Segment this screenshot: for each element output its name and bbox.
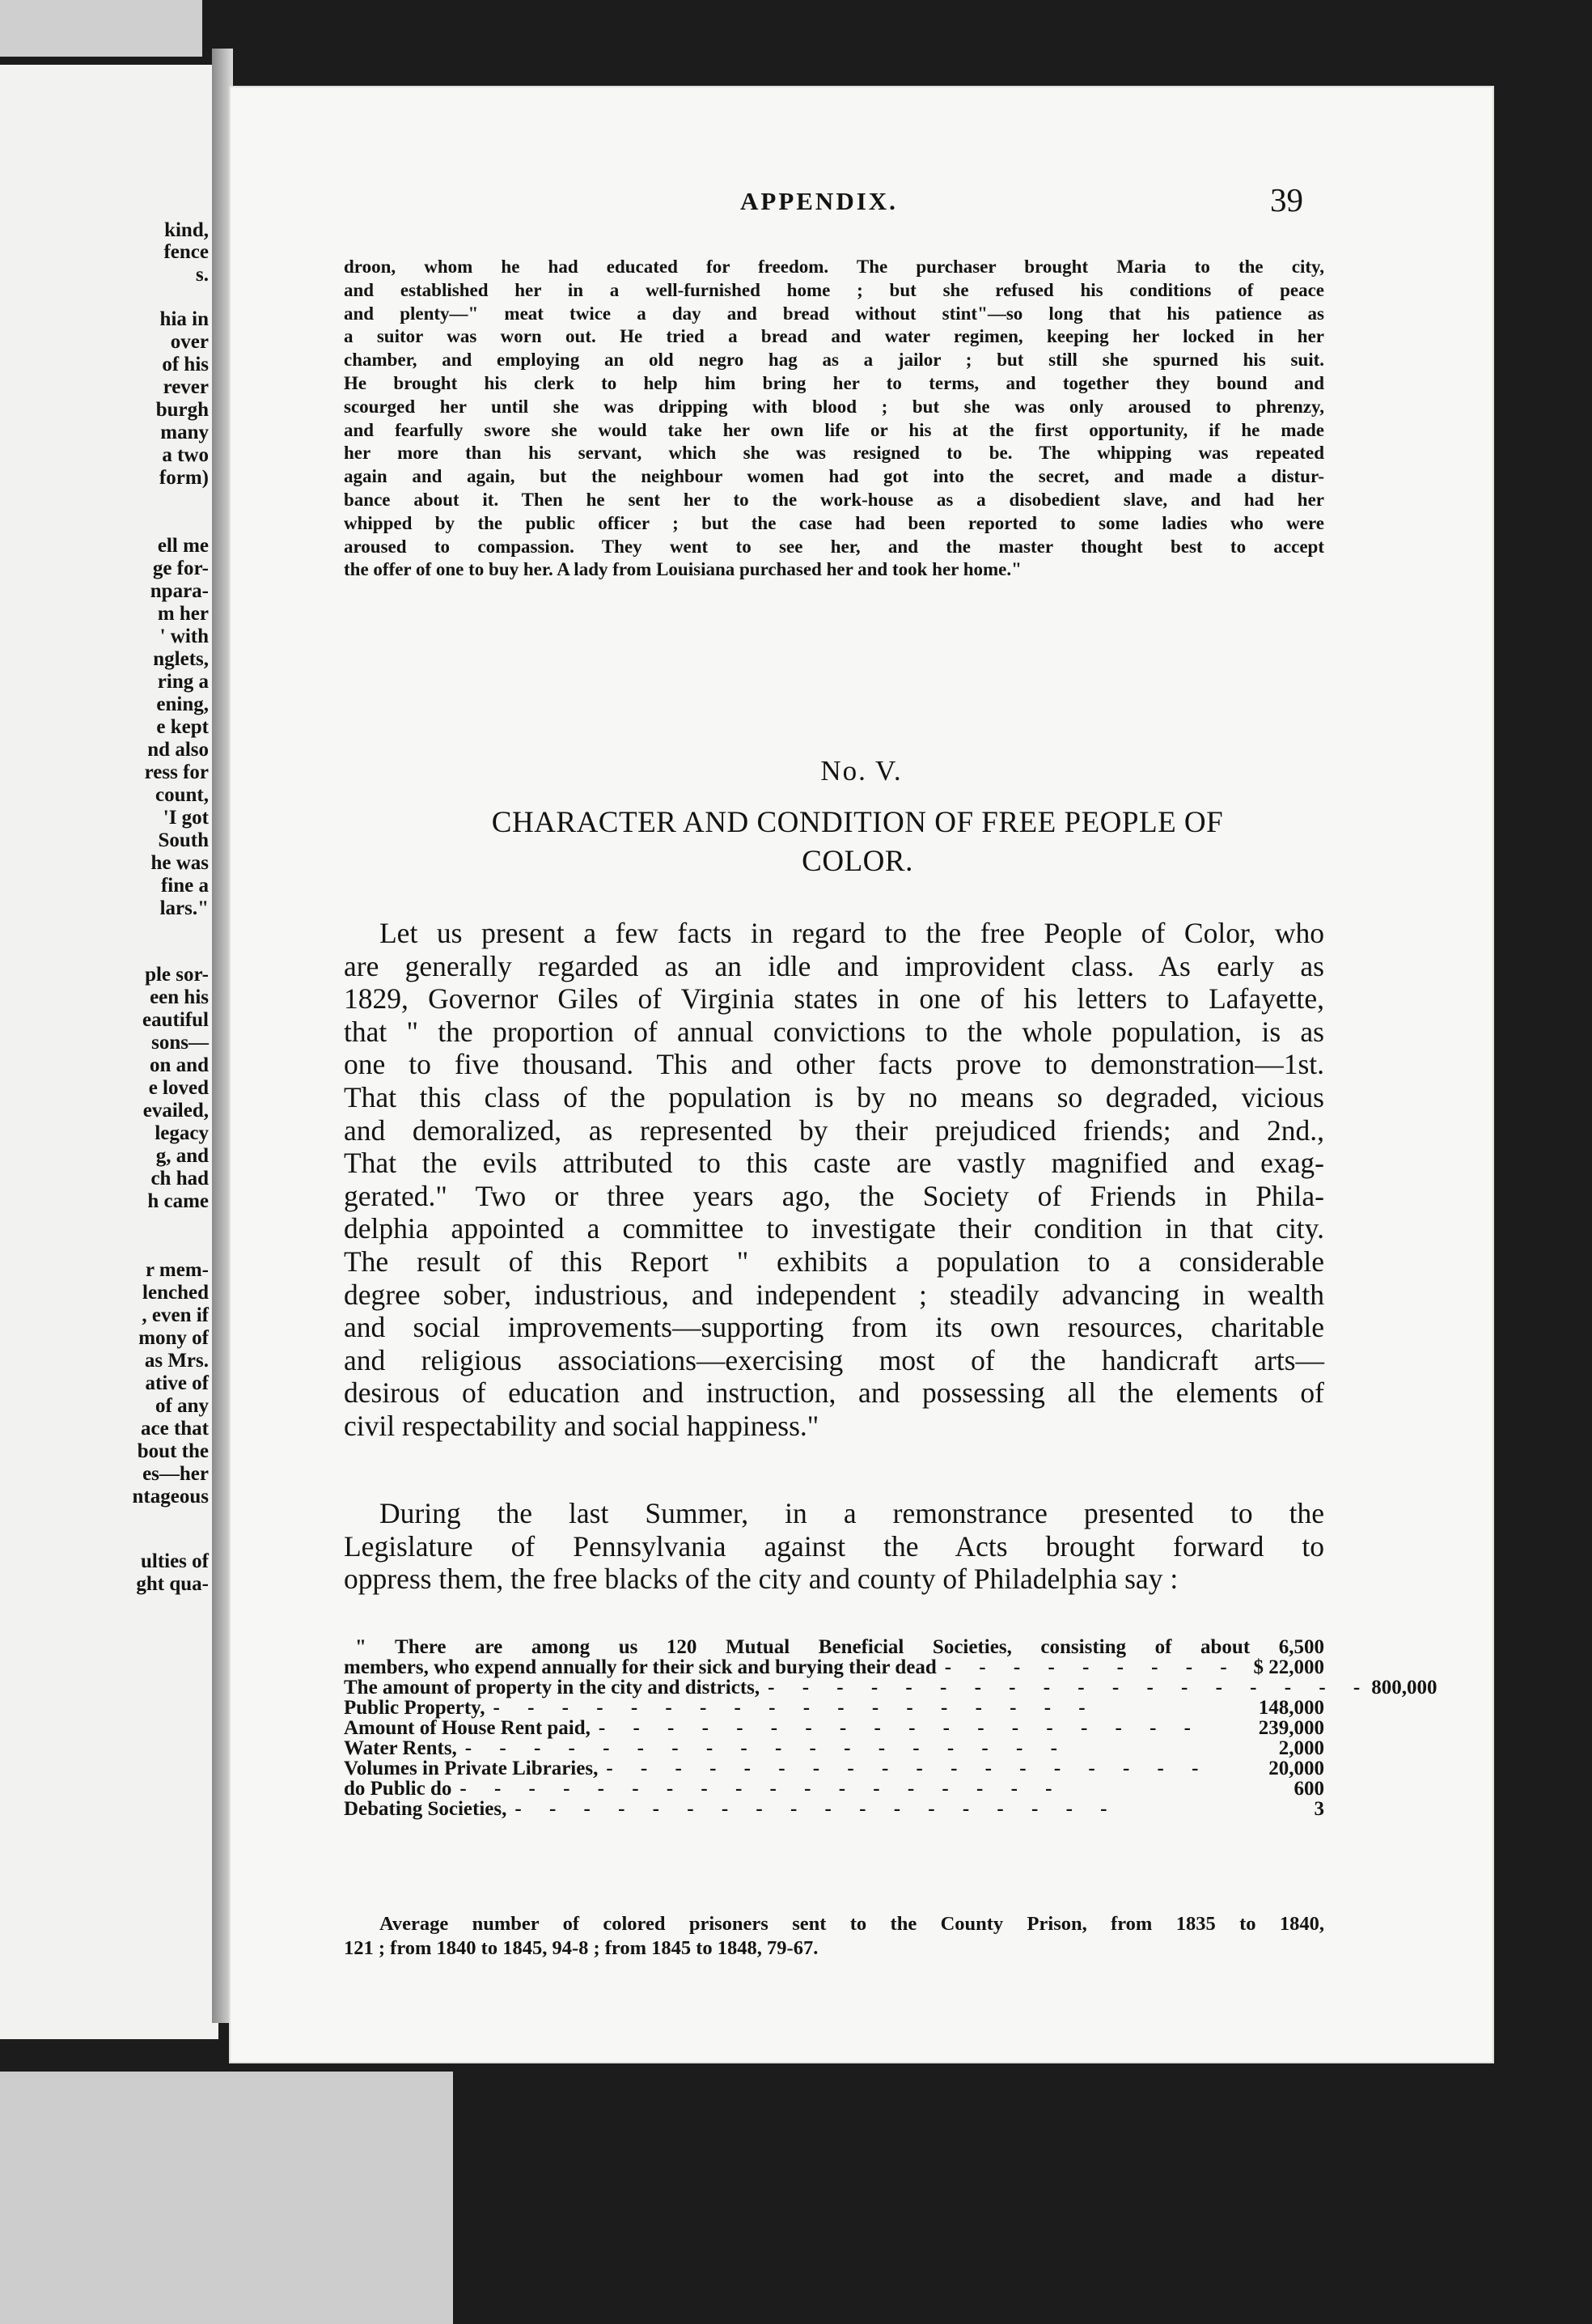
previous-page-line: 'I got bbox=[163, 807, 209, 829]
extract-line: whipped by the public officer ; but the case had been reported to some ladies who were bbox=[344, 512, 1324, 533]
previous-page-line: count, bbox=[155, 784, 209, 806]
extract-line: and plenty—" meat twice a day and bread without stint"—so long that his patience as bbox=[344, 303, 1324, 324]
leader-dots: - - - - - - - - - - - - - - - - - - bbox=[606, 1758, 1210, 1779]
previous-page-line: ening, bbox=[156, 693, 209, 715]
previous-page-line: e kept bbox=[156, 716, 209, 738]
previous-page-line: e loved bbox=[148, 1077, 209, 1099]
quoted-extract bbox=[344, 256, 1324, 582]
leader-dots: - - - - - - - - - - - - - - - - - - bbox=[768, 1677, 1372, 1698]
stat-label: Public Property, bbox=[344, 1697, 485, 1719]
page-39 bbox=[231, 87, 1492, 2062]
extract-line: and established her in a well-furnished home ; but she refused his conditions of peace bbox=[344, 279, 1324, 300]
leader-dots: - - - - - - - - - - - - - - - - - - bbox=[464, 1737, 1069, 1759]
previous-page-line: nd also bbox=[147, 739, 209, 761]
previous-page-line: evailed, bbox=[142, 1100, 209, 1122]
previous-page-line: fine a bbox=[160, 875, 209, 897]
paragraph-line: civil respectability and social happiness." bbox=[344, 1409, 819, 1442]
previous-page-line: ring a bbox=[157, 671, 209, 693]
paragraph-line: That this class of the population is by no means so degraded, vicious bbox=[344, 1080, 1324, 1113]
previous-page-fragment bbox=[0, 65, 218, 2039]
paragraph-line: one to five thousand. This and other facts prove to demonstration—1st. bbox=[344, 1048, 1324, 1081]
scanner-background-top bbox=[0, 0, 202, 57]
paragraph-free-people-facts bbox=[344, 917, 1324, 1443]
section-number: No. V. bbox=[820, 755, 903, 787]
extract-line: a suitor was worn out. He tried a bread and water regimen, keeping her locked in her bbox=[344, 326, 1324, 347]
paragraph-line: 1829, Governor Giles of Virginia states in one of his letters to Lafayette, bbox=[344, 982, 1324, 1016]
previous-page-line: h came bbox=[147, 1190, 209, 1212]
stat-row bbox=[344, 1799, 1324, 1819]
previous-page-line: South bbox=[158, 829, 209, 851]
previous-page-line: a two bbox=[162, 444, 209, 466]
stat-value: 239,000 bbox=[1258, 1717, 1324, 1739]
stat-label: Volumes in Private Libraries, bbox=[344, 1758, 599, 1779]
previous-page-line: bout the bbox=[137, 1440, 209, 1462]
previous-page-line: on and bbox=[150, 1054, 209, 1076]
paragraph-line: and social improvements—supporting from its own resources, charitable bbox=[344, 1311, 1324, 1344]
previous-page-line: hia in bbox=[159, 308, 209, 330]
previous-page-line: ' with bbox=[159, 626, 209, 647]
stat-row bbox=[344, 1738, 1324, 1758]
paragraph-line: During the last Summer, in a remonstrance presented to the bbox=[379, 1497, 1324, 1529]
previous-page-line: form) bbox=[159, 467, 209, 489]
section-title-line: COLOR. bbox=[802, 845, 913, 878]
previous-page-line: een his bbox=[150, 986, 209, 1008]
stat-value: 600 bbox=[1294, 1778, 1324, 1800]
extract-line: scourged her until she was dripping with blood ; but she was only aroused to phrenzy, bbox=[344, 396, 1324, 417]
previous-page-line: mony of bbox=[138, 1327, 209, 1349]
previous-page-line: he was bbox=[150, 852, 209, 874]
previous-page-line: legacy bbox=[155, 1122, 209, 1144]
previous-page-line: r mem- bbox=[146, 1259, 209, 1281]
section-title bbox=[328, 804, 1387, 881]
previous-page-line: ell me bbox=[157, 535, 209, 557]
previous-page-line: nglets, bbox=[153, 648, 209, 670]
previous-page-line: ple sor- bbox=[145, 964, 209, 986]
previous-page-line: g, and bbox=[155, 1145, 209, 1167]
statistics-intro-line: " There are among us 120 Mutual Beneficial Societies, consisting of about 6,500 bbox=[355, 1636, 1324, 1658]
extract-line: bance about it. Then he sent her to the work-house as a disobedient slave, and had her bbox=[344, 489, 1324, 510]
previous-page-line: npara- bbox=[150, 580, 209, 602]
extract-line: the offer of one to buy her. A lady from Louisiana purchased her and took her home." bbox=[344, 559, 1022, 580]
section-title-line: CHARACTER AND CONDITION OF FREE PEOPLE OF bbox=[491, 806, 1224, 839]
scanner-background-bottom bbox=[0, 2072, 453, 2324]
previous-page-line: s. bbox=[196, 264, 209, 286]
stat-label: Debating Societies, bbox=[344, 1798, 507, 1820]
paragraph-line: that " the proportion of annual convictions to the whole population, is as bbox=[344, 1015, 1324, 1048]
paragraph-line: and demoralized, as represented by their prejudiced friends; and 2nd., bbox=[344, 1113, 1324, 1147]
note-line: 121 ; from 1840 to 1845, 94-8 ; from 1845 to 1848, 79-67. bbox=[344, 1937, 819, 1959]
stat-row bbox=[344, 1698, 1324, 1718]
stat-label: Water Rents, bbox=[344, 1737, 457, 1759]
stat-row bbox=[344, 1677, 1437, 1698]
stat-value: 2,000 bbox=[1278, 1737, 1324, 1759]
previous-page-line: many bbox=[160, 422, 209, 443]
previous-page-line: ntageous bbox=[132, 1486, 209, 1508]
stat-value: $ 22,000 bbox=[1253, 1656, 1324, 1678]
extract-line: chamber, and employing an old negro hag as a jailor ; but still she spurned his suit. bbox=[344, 350, 1324, 371]
previous-page-line: lenched bbox=[142, 1282, 209, 1304]
previous-page-line: ght qua- bbox=[136, 1573, 209, 1595]
leader-dots: - - - - - - - - - bbox=[944, 1656, 1238, 1678]
paragraph-line: are generally regarded as an idle and improvident class. As early as bbox=[344, 949, 1324, 982]
extract-line: and fearfully swore she would take her own life or his at the first opportunity, if he made bbox=[344, 419, 1324, 440]
stat-label: The amount of property in the city and districts, bbox=[344, 1677, 760, 1698]
paragraph-line: oppress them, the free blacks of the city and county of Philadelphia say : bbox=[344, 1563, 1179, 1596]
paragraph-remonstrance bbox=[344, 1497, 1324, 1596]
paragraph-line: desirous of education and instruction, and possessing all the elements of bbox=[344, 1376, 1324, 1410]
extract-line: her more than his servant, which she was resigned to be. The whipping was repeated bbox=[344, 443, 1324, 464]
stat-value: 3 bbox=[1314, 1798, 1324, 1820]
previous-page-line: kind, bbox=[164, 219, 209, 241]
previous-page-line: m her bbox=[157, 603, 209, 625]
previous-page-line: ative of bbox=[145, 1372, 209, 1394]
page-header bbox=[231, 181, 1492, 227]
previous-page-line: fence bbox=[163, 241, 209, 263]
previous-page-line: over bbox=[170, 331, 209, 353]
previous-page-line: burgh bbox=[155, 399, 209, 421]
stat-label: Amount of House Rent paid, bbox=[344, 1717, 591, 1739]
stat-value: 800,000 bbox=[1371, 1677, 1437, 1698]
previous-page-line: ulties of bbox=[140, 1550, 209, 1572]
stat-label: do Public do bbox=[344, 1778, 452, 1800]
previous-page-line: ress for bbox=[144, 761, 209, 783]
stat-value: 20,000 bbox=[1268, 1758, 1324, 1779]
paragraph-line: The result of this Report " exhibits a population to a considerable bbox=[344, 1245, 1324, 1278]
previous-page-line: eautiful bbox=[142, 1009, 209, 1031]
leader-dots: - - - - - - - - - - - - - - - - - - bbox=[514, 1798, 1119, 1820]
extract-line: aroused to compassion. They went to see her, and the master thought best to accept bbox=[344, 536, 1324, 557]
extract-line: again and again, but the neighbour women had got into the secret, and made a distur- bbox=[344, 466, 1324, 487]
previous-page-line: lars." bbox=[159, 897, 209, 919]
previous-page-line: sons— bbox=[151, 1032, 209, 1054]
paragraph-line: degree sober, industrious, and independent ; steadily advancing in wealth bbox=[344, 1278, 1324, 1311]
extract-line: droon, whom he had educated for freedom. The purchaser brought Maria to the city, bbox=[344, 257, 1324, 277]
previous-page-line: as Mrs. bbox=[144, 1350, 209, 1372]
paragraph-line: That the evils attributed to this caste are vastly magnified and exag- bbox=[344, 1147, 1324, 1180]
previous-page-line: of any bbox=[155, 1395, 209, 1417]
paragraph-line: Let us present a few facts in regard to the free People of Color, who bbox=[379, 917, 1324, 949]
paragraph-line: Legislature of Pennsylvania against the Acts brought forward to bbox=[344, 1529, 1324, 1563]
stat-label: members, who expend annually for their sick and burying their dead bbox=[344, 1656, 937, 1678]
stat-value: 148,000 bbox=[1258, 1697, 1324, 1719]
page-number: 39 bbox=[1270, 181, 1303, 218]
stat-row bbox=[344, 1657, 1324, 1677]
previous-page-line: ch had bbox=[150, 1168, 209, 1190]
previous-page-line: of his bbox=[162, 354, 209, 375]
note-line: Average number of colored prisoners sent to the County Prison, from 1835 to 1840, bbox=[379, 1913, 1324, 1935]
leader-dots: - - - - - - - - - - - - - - - - - - bbox=[493, 1697, 1097, 1719]
previous-page-line: , even if bbox=[142, 1304, 209, 1326]
stat-row bbox=[344, 1758, 1324, 1779]
paragraph-line: delphia appointed a committee to investigate their condition in that city. bbox=[344, 1212, 1324, 1245]
paragraph-line: gerated." Two or three years ago, the Society of Friends in Phila- bbox=[344, 1179, 1324, 1212]
prisoner-note bbox=[344, 1912, 1324, 1961]
stat-row bbox=[344, 1718, 1324, 1738]
extract-line: He brought his clerk to help him bring her to terms, and together they bound and bbox=[344, 372, 1324, 393]
leader-dots: - - - - - - - - - - - - - - - - - - bbox=[598, 1717, 1203, 1739]
previous-page-line: ge for- bbox=[152, 558, 209, 579]
running-head: APPENDIX. bbox=[740, 187, 898, 215]
statistics-intro bbox=[344, 1637, 1324, 1677]
previous-page-line: rever bbox=[163, 376, 209, 398]
stat-row bbox=[344, 1779, 1324, 1799]
paragraph-line: and religious associations—exercising most of the handicraft arts— bbox=[344, 1343, 1324, 1376]
leader-dots: - - - - - - - - - - - - - - - - - - bbox=[459, 1778, 1064, 1800]
previous-page-line: es—her bbox=[142, 1463, 209, 1485]
previous-page-line: ace that bbox=[141, 1418, 209, 1440]
statistics-table bbox=[344, 1677, 1437, 1820]
